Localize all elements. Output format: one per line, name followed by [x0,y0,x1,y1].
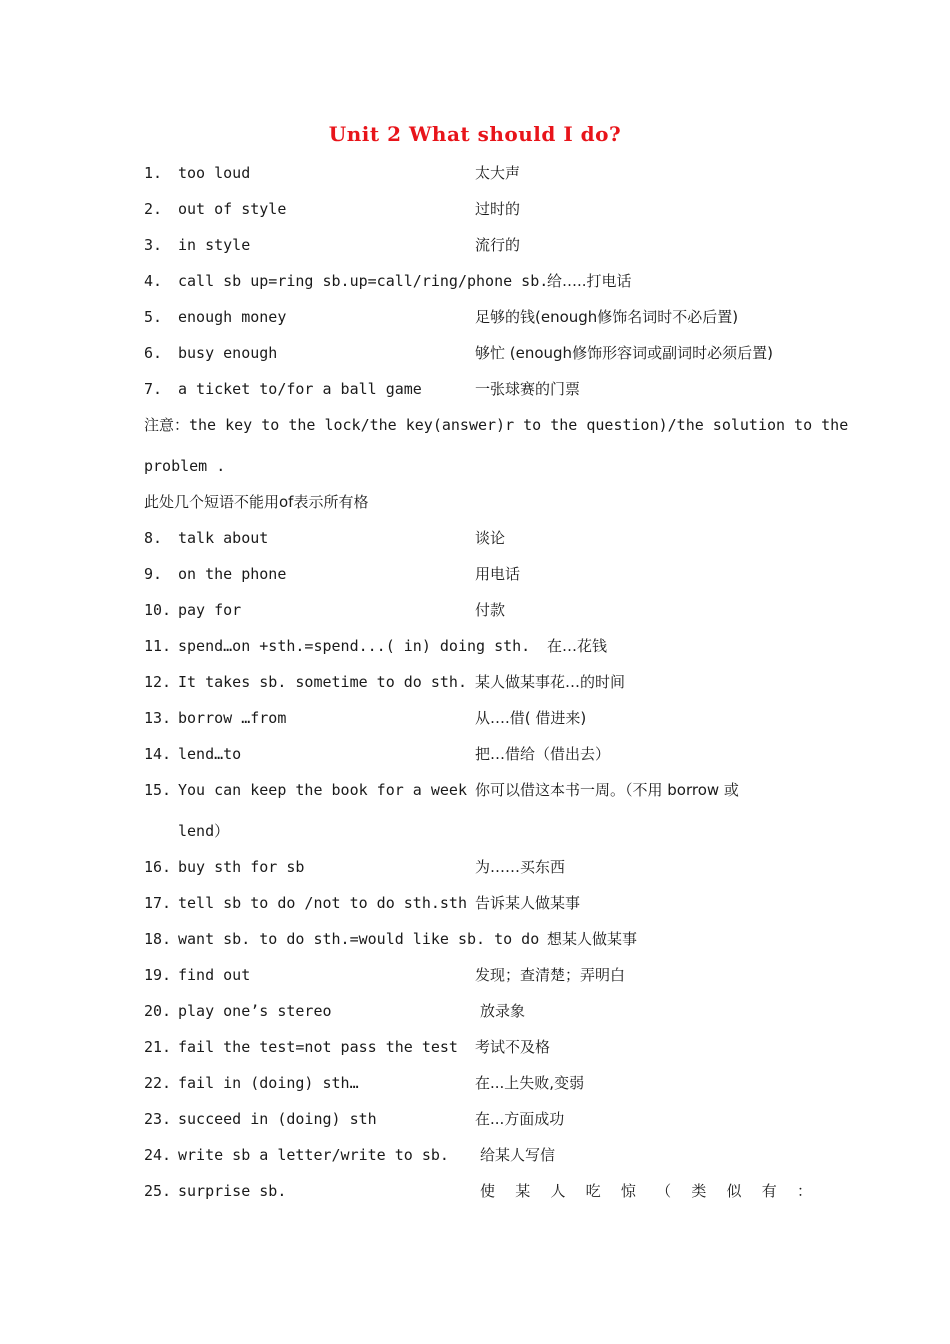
item-chinese-char: 吃 [585,1182,601,1200]
list-item [0,671,950,693]
item-chinese: 想某人做某事 [547,930,638,948]
item-chinese: 流行的 [475,236,521,254]
item-english: write sb a letter/write to sb. [178,1146,449,1164]
item-number: 17. [144,894,172,912]
item-english: fail in (doing) sth… [178,1074,359,1092]
item-english: too loud [178,164,251,182]
item-number: 21. [144,1038,172,1056]
item-chinese: 告诉某人做某事 [475,894,581,912]
list-item [0,743,950,765]
list-item [0,707,950,729]
item-chinese: 考试不及格 [475,1038,551,1056]
item-english: It takes sb. sometime to do sth. [178,673,467,691]
item-chinese: 发现；查清楚；弄明白 [475,966,626,984]
item-chinese: 够忙 (enough修饰形容词或副词时必须后置) [475,344,773,362]
item-english: surprise sb. [178,1182,287,1200]
item-english: succeed in (doing) sth [178,1110,377,1128]
item-number: 19. [144,966,172,984]
item-number: 9. [144,565,163,583]
list-item [0,378,950,400]
item-chinese: 从….借( 借进来) [475,709,587,727]
item-number: 16. [144,858,172,876]
list-item [0,1072,950,1094]
item-chinese: 某人做某事花…的时间 [475,673,626,691]
item-chinese-char: 有 [761,1182,777,1200]
item-chinese: 把…借给（借出去） [475,745,611,763]
item-english: You can keep the book for a week [178,781,467,799]
item-number: 22. [144,1074,172,1092]
list-item [0,928,950,950]
item-chinese: 给某人写信 [480,1146,556,1164]
item-english: on the phone [178,565,287,583]
item-number: 25. [144,1182,172,1200]
item-number: 12. [144,673,172,691]
item-number: 14. [144,745,172,763]
item-chinese-char: （ [656,1182,672,1200]
item-english: fail the test=not pass the test [178,1038,458,1056]
page-title: Unit 2 What should I do? [328,122,622,146]
list-item [0,892,950,914]
item-number: 6. [144,344,163,362]
item-chinese: 放录象 [480,1002,526,1020]
list-item [0,527,950,549]
item-chinese: 过时的 [475,200,521,218]
item-english: pay for [178,601,242,619]
list-item [0,234,950,256]
list-item [0,1144,950,1166]
item-number: 13. [144,709,172,727]
list-item [0,162,950,184]
item-chinese: 为……买东西 [475,858,566,876]
note-line: problem . [144,457,226,475]
item-english: spend…on +sth.=spend...( in) doing sth. [178,637,531,655]
item-english: find out [178,966,251,984]
item-english: tell sb to do /not to do sth.sth [178,894,467,912]
list-item [0,342,950,364]
list-item [0,563,950,585]
item-continuation: lend） [178,822,230,840]
item-number: 23. [144,1110,172,1128]
item-number: 4. [144,272,163,290]
list-item [0,635,950,657]
item-english: play one’s stereo [178,1002,332,1020]
item-chinese-char: 使 [480,1182,496,1200]
list-item [0,856,950,878]
item-number: 24. [144,1146,172,1164]
item-english: a ticket to/for a ball game [178,380,422,398]
item-english: out of style [178,200,287,218]
item-english: borrow …from [178,709,287,727]
item-english: call sb up=ring sb.up=call/ring/phone sb. [178,272,549,290]
item-chinese: 太大声 [475,164,521,182]
list-item [0,1000,950,1022]
item-chinese-justified [480,1180,812,1202]
item-english: busy enough [178,344,278,362]
item-number: 7. [144,380,163,398]
list-item [0,1036,950,1058]
item-number: 20. [144,1002,172,1020]
item-chinese: 你可以借这本书一周。（不用 borrow 或 [475,781,739,799]
item-number: 5. [144,308,163,326]
item-english: in style [178,236,251,254]
item-chinese-char: 某 [515,1182,531,1200]
item-chinese: 一张球赛的门票 [475,380,581,398]
item-number: 11. [144,637,172,655]
item-chinese: 付款 [475,601,506,619]
item-chinese: 在…花钱 [547,637,608,655]
item-english: talk about [178,529,269,547]
item-english: buy sth for sb [178,858,305,876]
item-chinese-char: ： [796,1182,812,1200]
item-chinese: 在...方面成功 [475,1110,565,1128]
item-number: 18. [144,930,172,948]
item-chinese-char: 人 [550,1182,566,1200]
list-item [0,306,950,328]
list-item [0,1108,950,1130]
item-chinese-char: 惊 [620,1182,636,1200]
item-chinese: 在...上失败,变弱 [475,1074,585,1092]
item-chinese-char: 似 [726,1182,742,1200]
item-number: 8. [144,529,163,547]
item-english: lend…to [178,745,242,763]
note-line: 注意：the key to the lock/the key(answer)r to the question)/the solution to the [144,416,849,434]
list-item [0,1180,950,1202]
item-chinese: 谈论 [475,529,506,547]
item-chinese: 用电话 [475,565,521,583]
list-item [0,198,950,220]
item-chinese: 给…..打电话 [547,272,632,290]
list-item [0,964,950,986]
item-chinese-char: 类 [691,1182,707,1200]
item-number: 10. [144,601,172,619]
item-number: 2. [144,200,163,218]
item-number: 1. [144,164,163,182]
list-item [0,779,950,801]
note-line: 此处几个短语不能用of表示所有格 [144,493,369,511]
item-english: want sb. to do sth.=would like sb. to do [178,930,540,948]
item-english: enough money [178,308,287,326]
item-chinese: 足够的钱(enough修饰名词时不必后置) [475,308,739,326]
list-item [0,270,950,292]
list-item [0,599,950,621]
item-number: 15. [144,781,172,799]
item-number: 3. [144,236,163,254]
